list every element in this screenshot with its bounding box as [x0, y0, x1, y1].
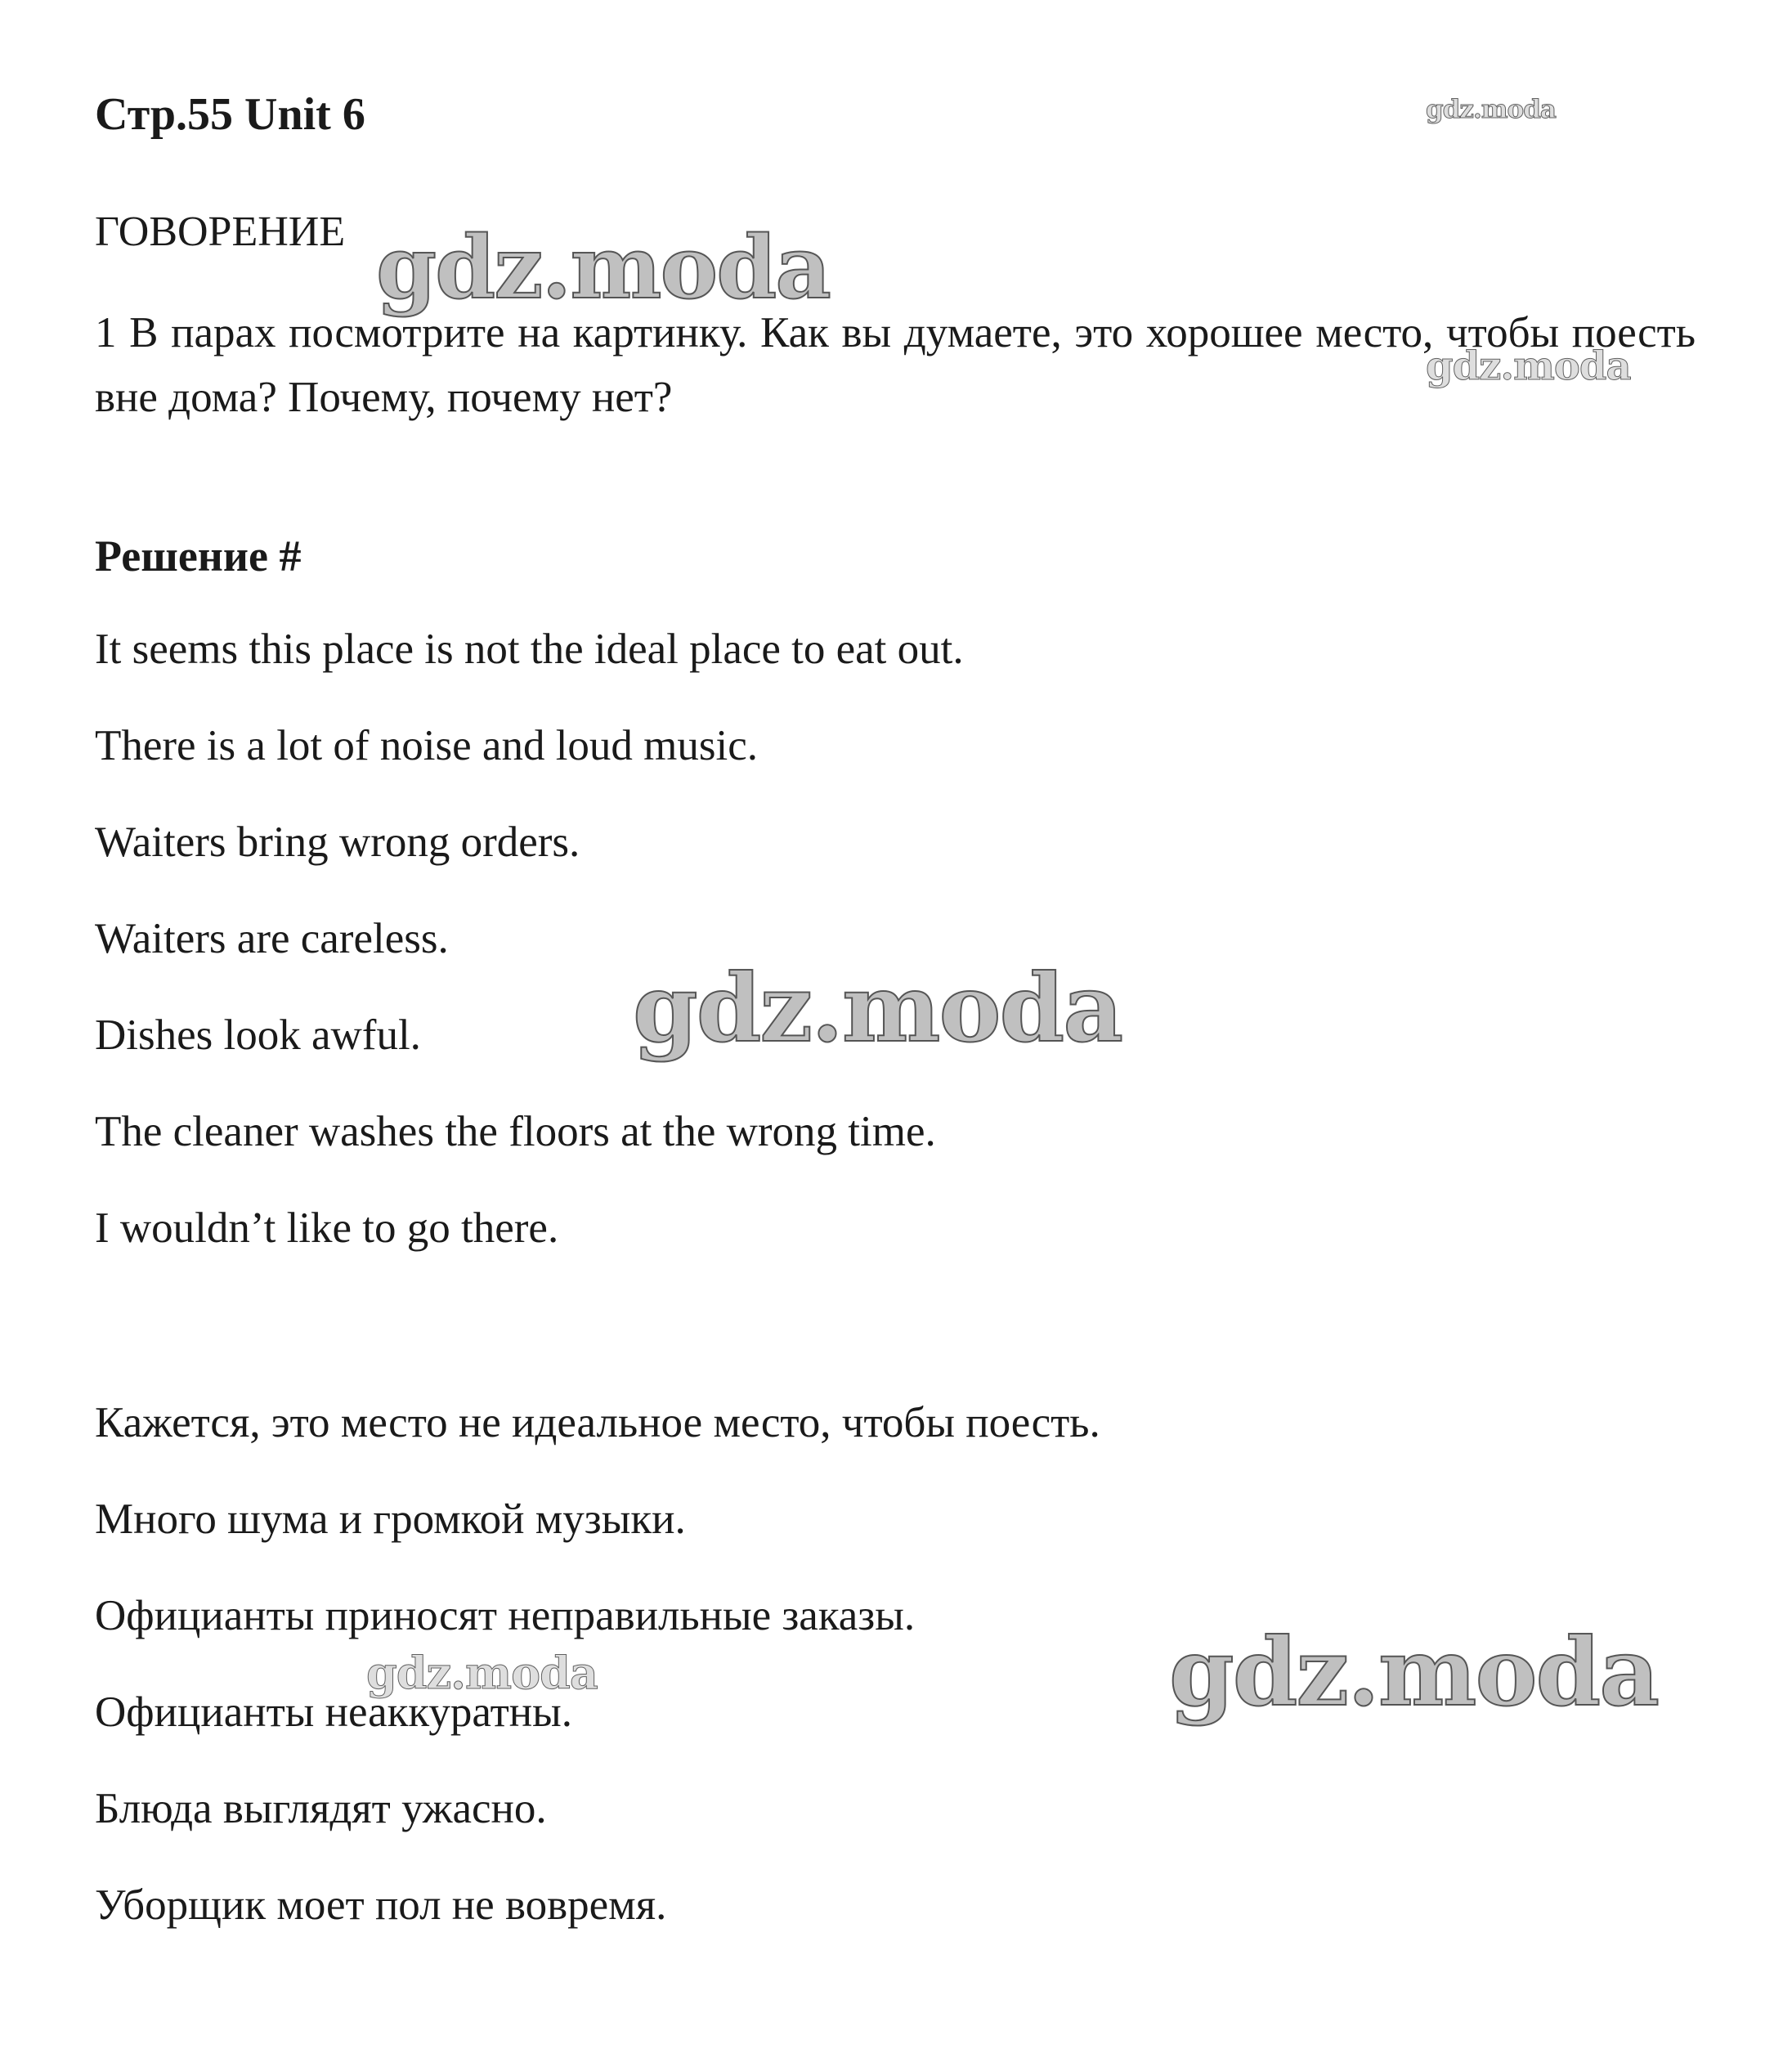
- watermark: gdz.moda: [633, 953, 1122, 1063]
- solution-heading: Решение #: [95, 531, 302, 581]
- russian-line: Кажется, это место не идеальное место, чтобы поесть.: [95, 1399, 1100, 1446]
- russian-line: Блюда выглядят ужасно.: [95, 1785, 547, 1832]
- task-text: 1 В парах посмотрите на картинку. Как вы думаете, это хорошее место, чтобы поесть вне дома? Почему, почему нет?: [95, 309, 1696, 421]
- watermark: gdz.moda: [1426, 95, 1556, 124]
- english-line: Waiters bring wrong orders.: [95, 818, 580, 866]
- watermark: gdz.moda: [1169, 1617, 1659, 1727]
- section-title: ГОВОРЕНИЕ: [95, 208, 346, 255]
- english-line: The cleaner washes the floors at the wrong time.: [95, 1108, 936, 1155]
- english-line: There is a lot of noise and loud music.: [95, 722, 759, 769]
- english-line: Dishes look awful.: [95, 1011, 421, 1059]
- page-header: Стр.55 Unit 6: [95, 89, 365, 140]
- watermark: gdz.moda: [1426, 343, 1631, 389]
- russian-line: Уборщик моет пол не вовремя.: [95, 1881, 667, 1929]
- russian-line: Много шума и громкой музыки.: [95, 1495, 686, 1543]
- english-line: It seems this place is not the ideal place to eat out.: [95, 625, 964, 673]
- russian-line: Официанты приносят неправильные заказы.: [95, 1592, 916, 1639]
- english-line: Waiters are careless.: [95, 915, 449, 962]
- english-line: I wouldn’t like to go there.: [95, 1204, 559, 1252]
- watermark: gdz.moda: [376, 216, 830, 318]
- russian-line: Официанты неаккуратны.: [95, 1688, 572, 1736]
- watermark: gdz.moda: [366, 1647, 598, 1699]
